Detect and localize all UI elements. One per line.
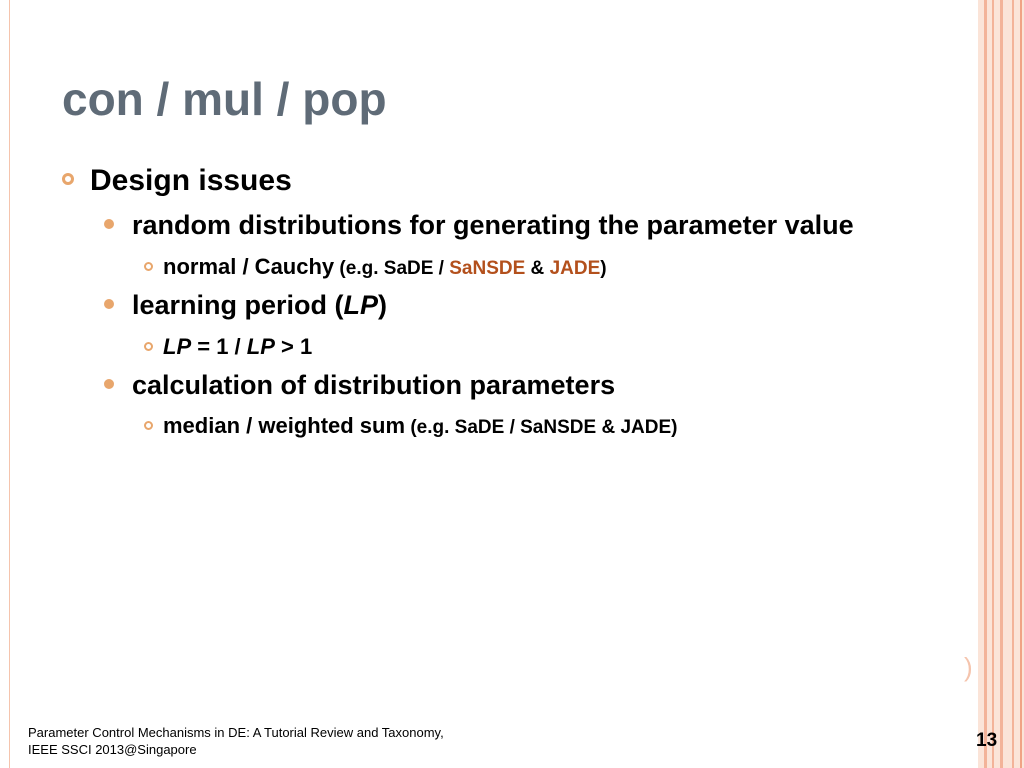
footer-line-2: IEEE SSCI 2013@Singapore xyxy=(28,742,197,757)
bullet-text: calculation of distribution parameters xyxy=(132,370,616,400)
bullet-text: random distributions for generating the parameter value xyxy=(132,210,854,240)
lp-italic: LP xyxy=(246,334,275,359)
subbullet-lp-values xyxy=(144,334,312,360)
subbullet-text: normal / Cauchy xyxy=(163,254,335,279)
bullet-design-issues xyxy=(62,164,292,198)
sansde-highlight: SaNSDE xyxy=(449,258,526,279)
bullet-text-suffix: ) xyxy=(378,290,388,320)
footer-line-1: Parameter Control Mechanisms in DE: A Tutorial Review and Taxonomy, xyxy=(28,725,444,740)
subbullet-median xyxy=(144,413,677,439)
decorative-bracket: ) xyxy=(964,652,973,682)
bullet-calculation xyxy=(104,370,615,401)
greater-text: > 1 xyxy=(274,334,313,359)
bullet-learning-period xyxy=(104,290,387,321)
left-border-line xyxy=(9,0,10,768)
subbullet-normal-cauchy xyxy=(144,254,607,280)
closing-paren: ) xyxy=(600,258,607,279)
ring-bullet-icon xyxy=(144,421,153,430)
dot-bullet-icon xyxy=(104,379,114,389)
example-text: (e.g. SaDE / xyxy=(334,258,450,279)
ring-bullet-icon xyxy=(144,262,153,271)
stripe xyxy=(1012,0,1014,768)
subbullet-text: median / weighted sum xyxy=(163,413,406,438)
stripe xyxy=(1000,0,1003,768)
slide-footer xyxy=(28,724,444,758)
stripe xyxy=(992,0,994,768)
dot-bullet-icon xyxy=(104,299,114,309)
ring-bullet-icon xyxy=(62,173,74,185)
jade-highlight: JADE xyxy=(549,258,601,279)
lp-italic: LP xyxy=(163,334,192,359)
dot-bullet-icon xyxy=(104,219,114,229)
decorative-stripes xyxy=(978,0,1024,768)
bullet-text: learning period ( xyxy=(132,290,344,320)
stripe xyxy=(984,0,987,768)
example-text: (e.g. SaDE / SaNSDE & JADE) xyxy=(405,417,678,438)
lp-italic: LP xyxy=(343,290,379,320)
ampersand-text: & xyxy=(525,258,550,279)
ring-bullet-icon xyxy=(144,342,153,351)
bullet-random-distributions xyxy=(104,210,854,241)
equals-text: = 1 / xyxy=(191,334,247,359)
bullet-text: Design issues xyxy=(90,164,292,197)
slide-title: con / mul / pop xyxy=(62,73,387,125)
stripe xyxy=(1020,0,1022,768)
page-number: 13 xyxy=(976,730,998,751)
